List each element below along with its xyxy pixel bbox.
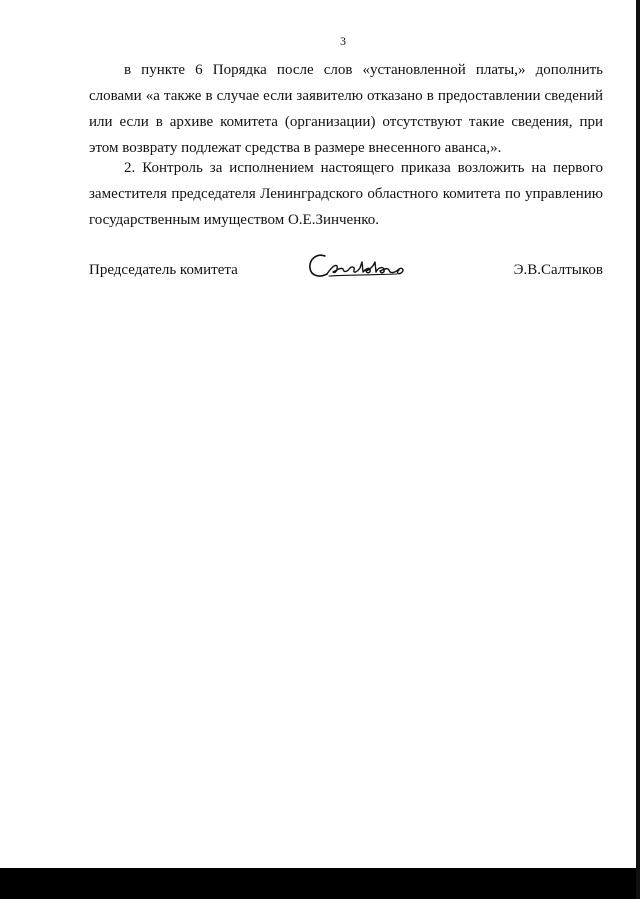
scan-border <box>636 0 640 899</box>
handwritten-signature <box>307 250 411 284</box>
signer-title: Председатель комитета <box>89 262 238 278</box>
page-number: 3 <box>340 34 346 48</box>
paragraph-amendment: в пункте 6 Порядка после слов «установленной платы,» дополнить словами «а также в случае если заявителю отказано в предоставлении сведений или если в архиве комитета (организации) отсутствуют такие сведения, при этом возврату подлежат средства в размере внесенного аванса,». <box>89 62 603 156</box>
paragraph-control: 2. Контроль за исполнением настоящего приказа возложить на первого заместителя председателя Ленинградского областного комитета по управлению государственным имуществом О.Е.Зинченко. <box>89 160 603 228</box>
signature-block <box>89 260 603 286</box>
signer-name: Э.В.Салтыков <box>513 262 603 278</box>
